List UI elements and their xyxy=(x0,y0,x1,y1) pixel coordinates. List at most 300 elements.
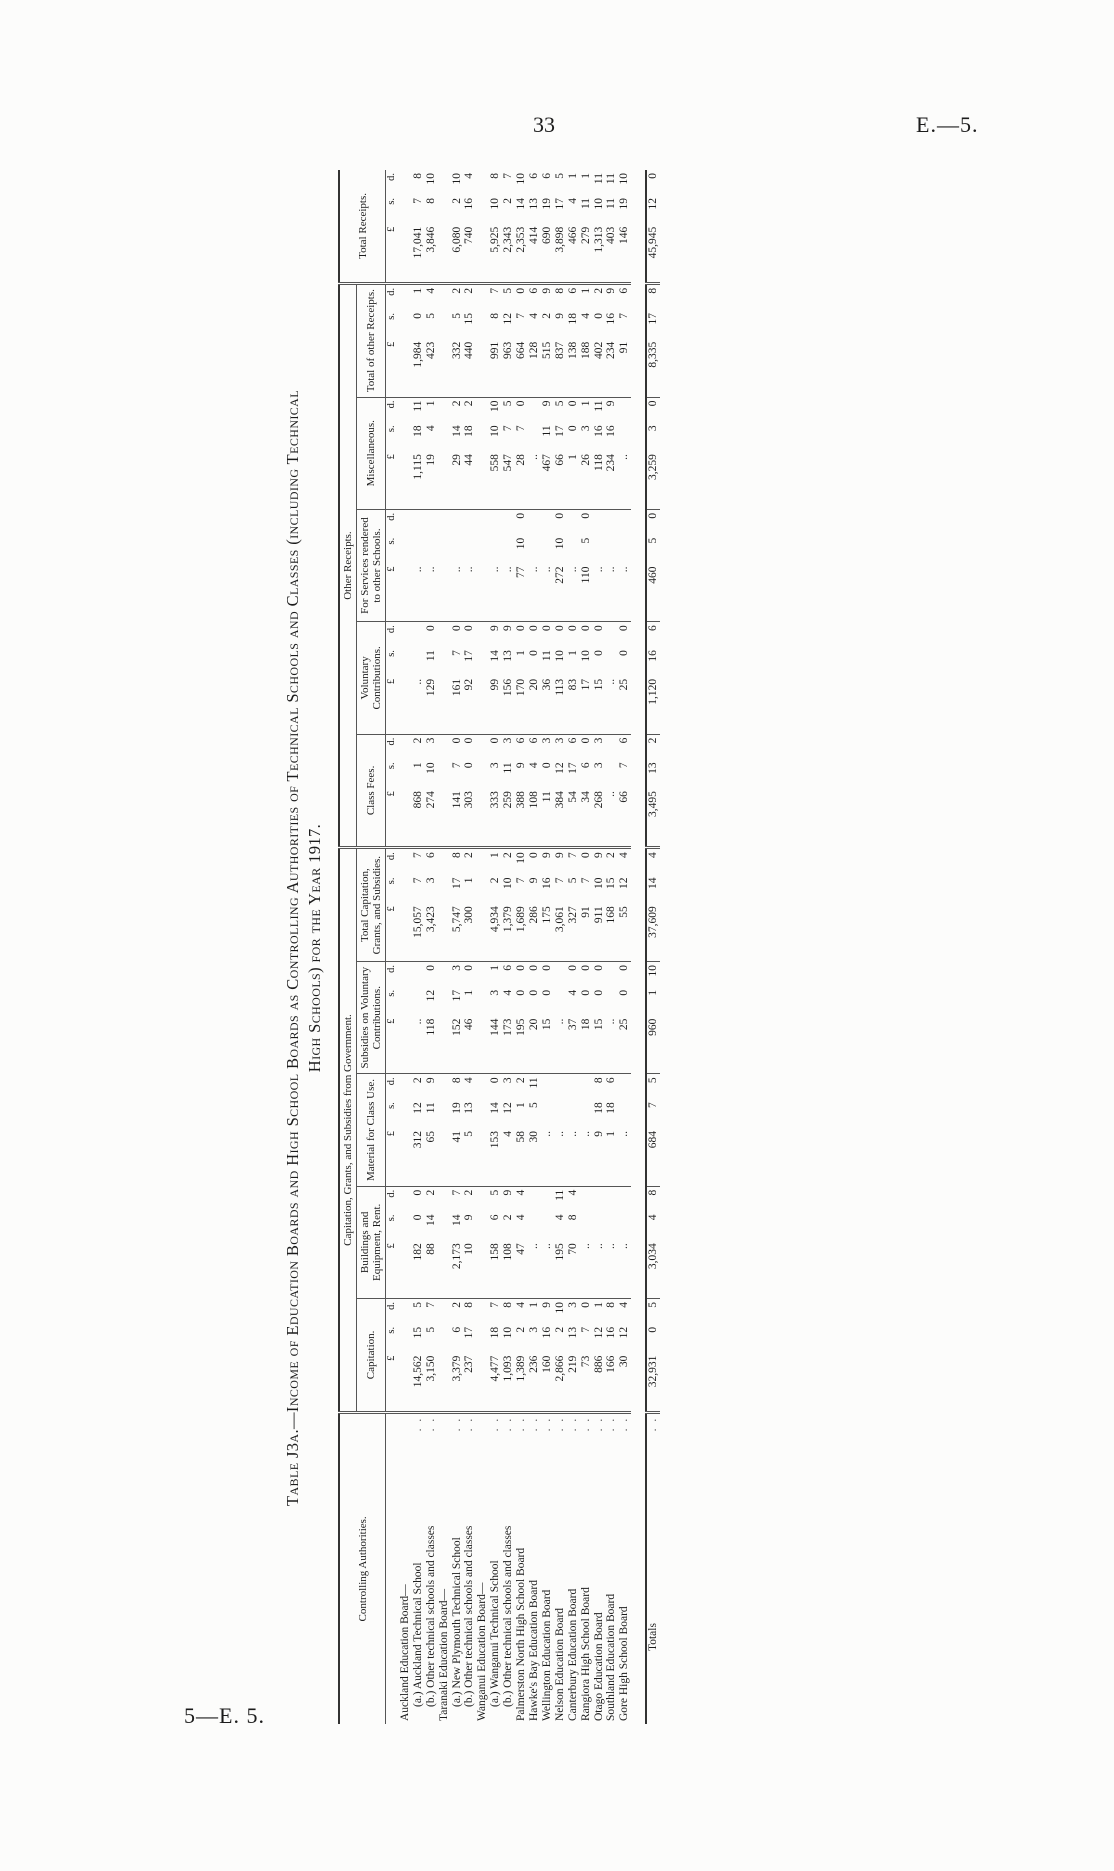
shillings-cell: 0 xyxy=(618,989,631,996)
shillings-cell xyxy=(476,987,489,1016)
shillings-cell xyxy=(463,535,476,564)
pounds-cell: 18 xyxy=(580,1016,593,1074)
table-title xyxy=(278,158,326,1738)
pounds-cell: 2,343 xyxy=(502,224,515,284)
pence-cell xyxy=(399,622,412,647)
pounds-cell: 991 xyxy=(489,339,502,397)
pounds-cell: 44 xyxy=(463,451,476,509)
shillings-cell xyxy=(476,310,489,339)
pounds-cell xyxy=(438,788,451,848)
pence-cell: 9 xyxy=(553,852,566,859)
pence-cell xyxy=(528,509,541,534)
table-row xyxy=(541,170,554,1724)
pence-cell: 5 xyxy=(489,1189,502,1196)
shillings-cell xyxy=(476,759,489,788)
pounds-cell: 3,846 xyxy=(425,224,438,284)
unit-label: s. xyxy=(386,197,397,205)
pence-cell: 2 xyxy=(463,400,476,407)
row-name xyxy=(554,1412,567,1724)
pence-cell: 9 xyxy=(489,625,502,631)
pounds-cell xyxy=(438,1128,451,1186)
shillings-cell: 11 xyxy=(424,1102,437,1114)
shillings-cell xyxy=(605,1212,618,1241)
pounds-cell: .. xyxy=(554,1128,567,1186)
shillings-cell xyxy=(399,647,412,676)
pounds-cell: .. xyxy=(618,563,631,621)
shillings-cell: 11 xyxy=(605,197,618,210)
pounds-cell: 156 xyxy=(502,676,515,734)
table-row xyxy=(489,170,502,1724)
pence-cell: 0 xyxy=(646,397,660,422)
shillings-cell xyxy=(593,1212,606,1241)
pence-cell: 1 xyxy=(489,965,502,971)
units-spacer xyxy=(386,1412,399,1724)
pence-cell xyxy=(399,734,412,759)
shillings-cell: 16 xyxy=(540,877,553,889)
shillings-cell: 1 xyxy=(411,762,424,769)
pence-cell xyxy=(438,1299,451,1324)
pence-cell: 6 xyxy=(527,287,540,294)
authority-name: Totals xyxy=(647,1623,660,1651)
pence-cell: 0 xyxy=(489,737,502,744)
unit-label: d. xyxy=(386,1189,397,1198)
pence-cell: 0 xyxy=(527,852,540,859)
pence-cell: 8 xyxy=(646,1186,660,1211)
pounds-cell: 54 xyxy=(567,788,580,848)
shillings-cell xyxy=(618,1099,631,1128)
shillings-cell xyxy=(438,195,451,224)
pounds-cell: .. xyxy=(580,1240,593,1298)
pence-cell: 5 xyxy=(553,173,566,179)
shillings-cell: 7 xyxy=(411,197,424,204)
leader-dots: . . xyxy=(647,1416,660,1432)
pounds-cell: 236 xyxy=(528,1353,541,1413)
pence-cell: 0 xyxy=(592,965,605,971)
pounds-cell: .. xyxy=(618,1240,631,1298)
pounds-cell xyxy=(476,451,489,509)
pounds-cell: 91 xyxy=(618,339,631,397)
table-row xyxy=(515,170,528,1724)
authority-name: Nelson Education Board xyxy=(553,1607,566,1721)
shillings-cell xyxy=(399,987,412,1016)
pence-cell: 3 xyxy=(592,737,605,744)
pounds-cell: .. xyxy=(567,1128,580,1186)
pence-cell: 6 xyxy=(566,737,579,744)
shillings-cell: 0 xyxy=(411,1214,424,1221)
pence-cell xyxy=(476,283,489,310)
pounds-cell xyxy=(399,224,412,284)
shillings-cell: 10 xyxy=(579,650,592,662)
shillings-cell xyxy=(399,875,412,904)
pence-cell: 4 xyxy=(424,287,437,294)
pence-cell: 11 xyxy=(592,173,605,185)
shillings-cell: 17 xyxy=(566,762,579,774)
pounds-cell: 1,093 xyxy=(502,1353,515,1413)
pounds-cell: 25 xyxy=(618,676,631,734)
shillings-cell xyxy=(399,1324,412,1353)
leader-dots: . . xyxy=(553,1416,566,1432)
shillings-cell: 13 xyxy=(463,1102,476,1114)
unit-label: d. xyxy=(386,287,397,296)
shillings-cell: 10 xyxy=(502,877,515,889)
pounds-cell: 37,609 xyxy=(646,903,660,961)
shillings-cell xyxy=(489,535,502,564)
pounds-cell: 175 xyxy=(541,903,554,961)
pence-cell: 3 xyxy=(566,1302,579,1308)
pence-cell: 5 xyxy=(646,1299,660,1324)
shillings-cell xyxy=(399,1099,412,1128)
unit-label: d. xyxy=(386,965,397,973)
pence-cell xyxy=(399,170,412,195)
pounds-cell: 1,120 xyxy=(646,676,660,734)
pounds-cell: 26 xyxy=(580,451,593,509)
pounds-cell xyxy=(438,903,451,961)
shillings-cell xyxy=(412,535,425,564)
pounds-cell xyxy=(438,339,451,397)
authority-name: Otago Education Board xyxy=(592,1612,605,1721)
shillings-cell: 3 xyxy=(592,762,605,769)
pounds-cell: 118 xyxy=(593,451,606,509)
pounds-cell: 300 xyxy=(463,903,476,961)
shillings-cell xyxy=(438,422,451,451)
pence-cell xyxy=(618,1186,631,1211)
shillings-cell: 12 xyxy=(424,989,437,1002)
pence-cell: 0 xyxy=(411,1189,424,1196)
shillings-cell: 13 xyxy=(646,759,660,788)
unit-label: s. xyxy=(386,313,397,320)
header-subsidies: Subsidies on Voluntary Contributions. xyxy=(357,962,386,1074)
shillings-cell: 14 xyxy=(515,197,528,210)
row-name xyxy=(646,1412,660,1724)
shillings-cell: 4 xyxy=(566,989,579,996)
pounds-cell: 1,115 xyxy=(412,451,425,509)
pence-cell xyxy=(399,1186,412,1211)
shillings-cell: 18 xyxy=(566,313,579,325)
pounds-cell: 234 xyxy=(605,339,618,397)
pence-cell: 2 xyxy=(592,287,605,294)
shillings-cell: 9 xyxy=(515,762,528,769)
pence-cell: 10 xyxy=(489,400,502,413)
unit-label: s. xyxy=(386,650,397,657)
pence-cell xyxy=(476,1186,489,1211)
pounds-cell: 515 xyxy=(541,339,554,397)
pence-cell: 0 xyxy=(566,625,579,631)
pounds-cell: 88 xyxy=(425,1240,438,1298)
pounds-cell: 55 xyxy=(618,903,631,961)
pounds-cell: 327 xyxy=(567,903,580,961)
pence-cell xyxy=(541,509,554,534)
pence-cell: 1 xyxy=(489,852,502,859)
pence-cell: 0 xyxy=(566,965,579,971)
pounds-cell: 286 xyxy=(528,903,541,961)
pence-cell xyxy=(476,397,489,422)
shillings-cell: 7 xyxy=(450,650,463,656)
pence-cell xyxy=(438,170,451,195)
shillings-cell xyxy=(476,422,489,451)
pounds-cell: 1,313 xyxy=(593,224,606,284)
pounds-cell: 237 xyxy=(463,1353,476,1413)
pence-cell xyxy=(618,1074,631,1099)
shillings-cell: 0 xyxy=(592,989,605,996)
page-code-bottom: 5—E. 5. xyxy=(184,1703,265,1728)
shillings-cell: 4 xyxy=(502,989,515,996)
pounds-cell: 4,477 xyxy=(489,1353,502,1413)
pence-cell: 8 xyxy=(502,1302,515,1308)
pence-cell xyxy=(399,1074,412,1099)
pence-cell xyxy=(399,509,412,534)
pounds-cell xyxy=(438,451,451,509)
pounds-cell: 118 xyxy=(425,1016,438,1074)
pounds-cell: 440 xyxy=(463,339,476,397)
shillings-cell: 4 xyxy=(527,313,540,319)
unit-label: £ xyxy=(386,1353,399,1413)
pounds-cell: 684 xyxy=(646,1128,660,1186)
pounds-cell: 2,866 xyxy=(554,1353,567,1413)
pence-cell: 5 xyxy=(502,287,515,294)
pence-cell: 0 xyxy=(515,400,528,407)
pence-cell: 4 xyxy=(566,1189,579,1196)
pounds-cell xyxy=(438,563,451,621)
pence-cell xyxy=(541,1074,554,1099)
pounds-cell: 83 xyxy=(567,676,580,734)
unit-label: £ xyxy=(386,1240,399,1298)
pence-cell: 0 xyxy=(463,625,476,631)
pence-cell: 9 xyxy=(424,1077,437,1084)
shillings-cell xyxy=(476,875,489,904)
shillings-cell: 16 xyxy=(605,313,618,325)
pounds-cell: 37 xyxy=(567,1016,580,1074)
pence-cell: 10 xyxy=(515,852,528,864)
shillings-cell: 18 xyxy=(489,1326,502,1339)
unit-label: £ xyxy=(386,451,399,509)
table-row xyxy=(580,170,593,1724)
shillings-cell xyxy=(412,987,425,1016)
authority-name: Wellington Education Board xyxy=(540,1589,553,1721)
shillings-cell: 9 xyxy=(527,877,540,884)
pence-cell: 7 xyxy=(411,852,424,859)
pounds-cell: 91 xyxy=(580,903,593,961)
header-buildings: Buildings and Equipment, Rent. xyxy=(357,1186,386,1298)
pounds-cell: 146 xyxy=(618,224,631,284)
shillings-cell xyxy=(618,1212,631,1241)
shillings-cell: 7 xyxy=(515,313,528,319)
leader-dots: . . xyxy=(411,1416,424,1432)
pounds-cell: 740 xyxy=(463,224,476,284)
pounds-cell: 144 xyxy=(489,1016,502,1074)
header-class-fees: Class Fees. xyxy=(357,734,386,848)
pence-cell: 8 xyxy=(450,1077,463,1084)
pounds-cell: 160 xyxy=(541,1353,554,1413)
shillings-cell: 15 xyxy=(463,313,476,325)
pence-cell: 10 xyxy=(450,173,463,185)
pence-cell xyxy=(618,397,631,422)
shillings-cell xyxy=(580,1212,593,1241)
pence-cell: 1 xyxy=(527,1302,540,1308)
pence-cell: 6 xyxy=(566,287,579,294)
shillings-cell: 17 xyxy=(463,1326,476,1339)
pounds-cell: 1,379 xyxy=(502,903,515,961)
pence-cell xyxy=(438,734,451,759)
pence-cell: 1 xyxy=(579,400,592,407)
shillings-cell: 1 xyxy=(463,877,476,884)
pounds-cell: 173 xyxy=(502,1016,515,1074)
pence-cell: 9 xyxy=(540,852,553,859)
leader-dots: . . xyxy=(515,1416,528,1432)
shillings-cell: 12 xyxy=(618,1326,631,1339)
shillings-cell xyxy=(541,535,554,564)
pence-cell: 5 xyxy=(411,1302,424,1308)
shillings-cell: 3 xyxy=(424,877,437,884)
pence-cell: 3 xyxy=(540,737,553,744)
pounds-cell: .. xyxy=(541,1240,554,1298)
table-title-line2: High Schools) for the Year 1917. xyxy=(305,823,324,1073)
shillings-cell: 7 xyxy=(411,877,424,884)
shillings-cell xyxy=(476,1212,489,1241)
pounds-cell: 558 xyxy=(489,451,502,509)
header-controlling: Controlling Authorities. xyxy=(339,1412,386,1724)
pounds-cell: 182 xyxy=(412,1240,425,1298)
shillings-cell: 0 xyxy=(463,762,476,769)
pence-cell: 0 xyxy=(463,965,476,971)
pounds-cell: 152 xyxy=(451,1016,464,1074)
table-row xyxy=(399,170,412,1724)
shillings-cell xyxy=(399,310,412,339)
row-name xyxy=(451,1412,464,1724)
shillings-cell: 4 xyxy=(553,1214,566,1221)
pence-cell: 3 xyxy=(502,737,515,744)
unit-label: d. xyxy=(386,1302,397,1310)
shillings-cell: 14 xyxy=(450,425,463,437)
table-title-line1: Income of Education Boards and High School Boards as Controlling Authorities of Technical Schools and Classes (including Technical xyxy=(283,390,302,1413)
pounds-cell: 219 xyxy=(567,1353,580,1413)
shillings-cell: 17 xyxy=(450,989,463,1002)
pence-cell: 8 xyxy=(592,1077,605,1084)
shillings-cell: 13 xyxy=(502,650,515,662)
unit-label: d. xyxy=(386,625,397,634)
unit-label: £ xyxy=(386,903,399,961)
pence-cell: 0 xyxy=(515,287,528,294)
table-row xyxy=(567,170,580,1724)
shillings-cell xyxy=(567,535,580,564)
shillings-cell: 5 xyxy=(579,537,592,544)
pence-cell: 0 xyxy=(579,1302,592,1308)
pounds-cell: 3,034 xyxy=(646,1240,660,1298)
pounds-cell: 15,057 xyxy=(412,903,425,961)
pounds-cell: 279 xyxy=(580,224,593,284)
shillings-cell xyxy=(476,1324,489,1353)
shillings-cell: 0 xyxy=(618,650,631,656)
shillings-cell: 3 xyxy=(489,989,502,996)
pence-cell xyxy=(438,1186,451,1211)
pence-cell xyxy=(412,509,425,534)
leader-dots: . . xyxy=(579,1416,592,1432)
pence-cell xyxy=(438,622,451,647)
pence-cell xyxy=(567,509,580,534)
pounds-cell: 960 xyxy=(646,1016,660,1074)
pounds-cell: 141 xyxy=(451,788,464,848)
shillings-cell xyxy=(438,1099,451,1128)
pence-cell xyxy=(438,1074,451,1099)
shillings-cell xyxy=(528,1212,541,1241)
shillings-cell: 7 xyxy=(579,877,592,884)
pence-cell: 0 xyxy=(566,400,579,407)
shillings-cell: 7 xyxy=(515,877,528,884)
authority-name: (a.) New Plymouth Technical School xyxy=(450,1537,463,1707)
pounds-cell: 837 xyxy=(554,339,567,397)
pounds-cell: 466 xyxy=(567,224,580,284)
shillings-cell: 0 xyxy=(527,650,540,656)
pounds-cell: 4 xyxy=(502,1128,515,1186)
shillings-cell: 16 xyxy=(605,1326,618,1339)
pence-cell xyxy=(399,397,412,422)
pounds-cell: .. xyxy=(567,563,580,621)
pence-cell: 9 xyxy=(502,625,515,631)
pence-cell: 2 xyxy=(515,1077,528,1084)
pence-cell xyxy=(412,962,425,987)
shillings-cell: 6 xyxy=(489,1214,502,1221)
pence-cell: 8 xyxy=(489,173,502,179)
pence-cell xyxy=(425,509,438,534)
row-name xyxy=(593,1412,606,1724)
shillings-cell: 1 xyxy=(515,1102,528,1108)
pounds-cell: 690 xyxy=(541,224,554,284)
shillings-cell: 10 xyxy=(553,650,566,662)
pence-cell: 9 xyxy=(540,1302,553,1308)
pence-cell: 6 xyxy=(618,737,631,744)
table-row xyxy=(425,170,438,1724)
pence-cell xyxy=(399,1299,412,1324)
row-name xyxy=(476,1412,489,1724)
pence-cell: 7 xyxy=(450,1189,463,1196)
shillings-cell: 16 xyxy=(463,197,476,210)
pounds-cell xyxy=(476,788,489,848)
pence-cell xyxy=(489,509,502,534)
shillings-cell: 10 xyxy=(592,877,605,889)
shillings-cell xyxy=(502,535,515,564)
shillings-cell: 2 xyxy=(502,1214,515,1221)
pence-cell: 10 xyxy=(618,173,631,185)
pence-cell: 4 xyxy=(463,173,476,179)
unit-label: d. xyxy=(386,852,397,861)
table-row xyxy=(618,170,631,1724)
shillings-cell: 12 xyxy=(553,762,566,774)
pence-cell xyxy=(463,509,476,534)
pence-cell xyxy=(451,509,464,534)
pence-cell: 0 xyxy=(515,512,528,519)
shillings-cell: 13 xyxy=(527,197,540,210)
pounds-cell: .. xyxy=(605,788,618,848)
shillings-cell: 8 xyxy=(566,1214,579,1221)
header-group-government: Capitation, Grants, and Subsidies from Government. xyxy=(339,848,357,1412)
pence-cell: 0 xyxy=(515,625,528,631)
pounds-cell: 1 xyxy=(605,1128,618,1186)
shillings-cell xyxy=(605,647,618,676)
shillings-cell xyxy=(605,987,618,1016)
pence-cell: 6 xyxy=(424,852,437,859)
authority-name: Taranaki Education Board— xyxy=(437,1588,450,1721)
leader-dots: . . xyxy=(618,1416,631,1432)
pence-cell xyxy=(438,283,451,310)
pence-cell: 7 xyxy=(489,1302,502,1308)
shillings-cell xyxy=(438,759,451,788)
leader-dots: . . xyxy=(605,1416,618,1432)
pounds-cell: 158 xyxy=(489,1240,502,1298)
pence-cell: 10 xyxy=(646,962,660,987)
pence-cell: 0 xyxy=(489,1077,502,1084)
table-row xyxy=(476,170,489,1724)
pounds-cell: 963 xyxy=(502,339,515,397)
header-miscellaneous: Miscellaneous. xyxy=(357,397,386,509)
